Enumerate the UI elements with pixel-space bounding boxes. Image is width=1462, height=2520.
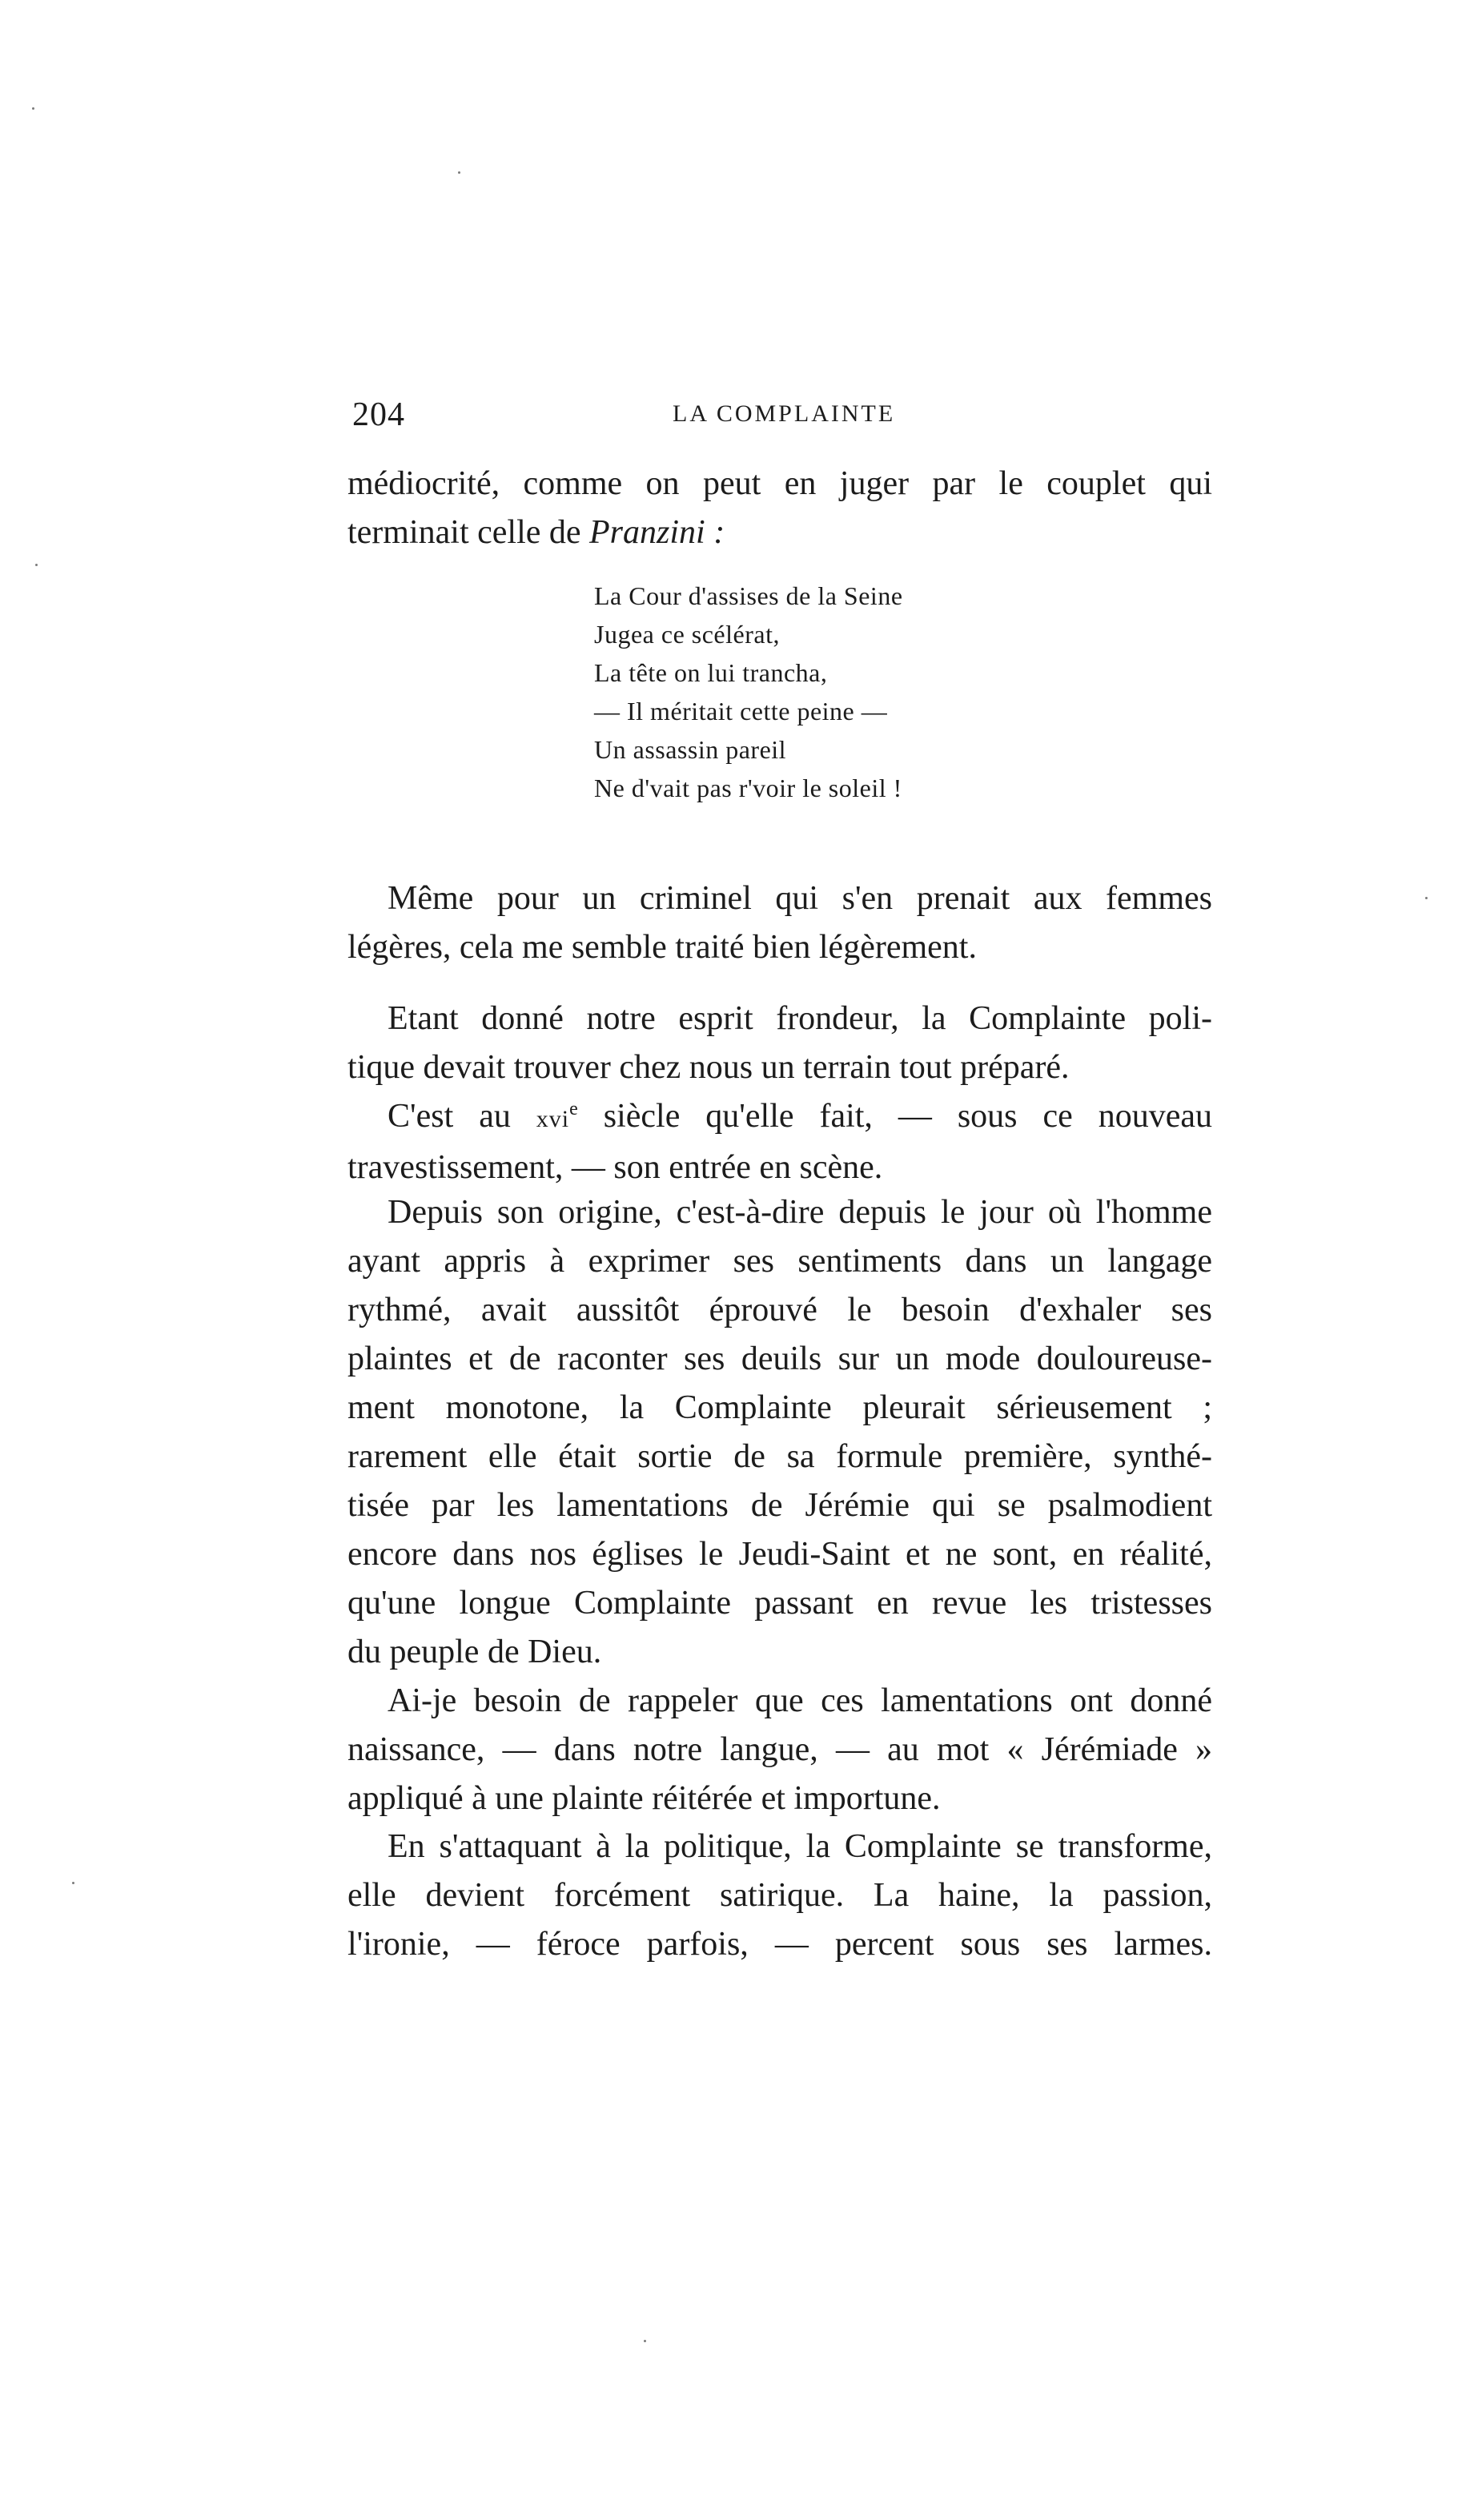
text-line: du peuple de Dieu.: [347, 1634, 602, 1670]
text-fragment: siècle qu'elle fait, — sous ce nouveau: [577, 1098, 1212, 1135]
scan-speck: [35, 564, 38, 566]
scan-speck: [32, 107, 34, 110]
text-line: [347, 508, 1212, 557]
running-title: LA COMPLAINTE: [673, 400, 896, 427]
page-number: 204: [352, 396, 405, 433]
text-line: plaintes et de raconter ses deuils sur un mode douloureuse-: [347, 1340, 1212, 1377]
paragraph-6: [347, 1823, 1212, 1969]
name-pranzini: Pranzini: [589, 514, 705, 551]
verse-line: Jugea ce scélérat,: [594, 620, 780, 649]
text-line: tique devait trouver chez nous un terrain tout préparé.: [347, 1049, 1070, 1086]
century-superscript: e: [569, 1099, 578, 1119]
scan-speck: [72, 1882, 74, 1884]
verse-line: Ne d'vait pas r'voir le soleil !: [594, 774, 902, 802]
verse-couplet: [594, 577, 903, 807]
text-line: elle devient forcément satirique. La haine, la passion,: [347, 1877, 1212, 1914]
scan-speck: [458, 171, 460, 174]
text-line: ment monotone, la Complainte pleurait sérieusement ;: [347, 1389, 1212, 1426]
text-line: Depuis son origine, c'est-à-dire depuis le jour où l'homme: [388, 1194, 1212, 1231]
text-line: Etant donné notre esprit frondeur, la Complainte poli-: [388, 1000, 1212, 1037]
text-line: Ai-je besoin de rappeler que ces lamentations ont donné: [388, 1682, 1212, 1719]
scan-speck: [1425, 897, 1428, 899]
text-line: rythmé, avait aussitôt éprouvé le besoin d'exhaler ses: [347, 1292, 1212, 1328]
text-fragment: terminait celle de: [347, 514, 590, 551]
colon: :: [705, 514, 725, 551]
paragraph-3: [347, 1092, 1212, 1192]
paragraph-2: [347, 995, 1212, 1092]
text-line: Même pour un criminel qui s'en prenait aux femmes: [388, 880, 1212, 917]
text-line: appliqué à une plainte réitérée et importune.: [347, 1780, 941, 1817]
text-line: encore dans nos églises le Jeudi-Saint et ne sont, en réalité,: [347, 1536, 1212, 1573]
text-line: travestissement, — son entrée en scène.: [347, 1149, 883, 1186]
text-line: rarement elle était sortie de sa formule première, synthé-: [347, 1438, 1212, 1475]
verse-line: Un assassin pareil: [594, 735, 787, 764]
text-line: qu'une longue Complainte passant en revue les tristesses: [347, 1585, 1212, 1622]
verse-line: La tête on lui trancha,: [594, 658, 828, 687]
scan-speck: [644, 2340, 646, 2342]
text-line: ayant appris à exprimer ses sentiments dans un langage: [347, 1243, 1212, 1280]
text-line: légères, cela me semble traité bien légèrement.: [347, 929, 977, 966]
text-line: En s'attaquant à la politique, la Complainte se transforme,: [388, 1828, 1212, 1865]
text-line: [347, 1092, 1212, 1143]
text-line: médiocrité, comme on peut en juger par le couplet qui: [347, 465, 1212, 502]
text-line: tisée par les lamentations de Jérémie qui se psalmodient: [347, 1487, 1212, 1524]
paragraph-5: [347, 1677, 1212, 1823]
verse-line: La Cour d'assises de la Seine: [594, 581, 903, 610]
paragraph-1: [347, 874, 1212, 972]
intro-paragraph: [347, 460, 1212, 557]
century-numeral: xvi: [536, 1106, 570, 1132]
text-line: l'ironie, — féroce parfois, — percent sous ses larmes.: [347, 1926, 1212, 1963]
text-fragment: C'est au: [388, 1098, 536, 1135]
paragraph-4: [347, 1188, 1212, 1677]
page-header: [352, 396, 1211, 444]
text-line: naissance, — dans notre langue, — au mot « Jérémiade »: [347, 1731, 1212, 1768]
verse-line: — Il méritait cette peine —: [594, 697, 888, 725]
